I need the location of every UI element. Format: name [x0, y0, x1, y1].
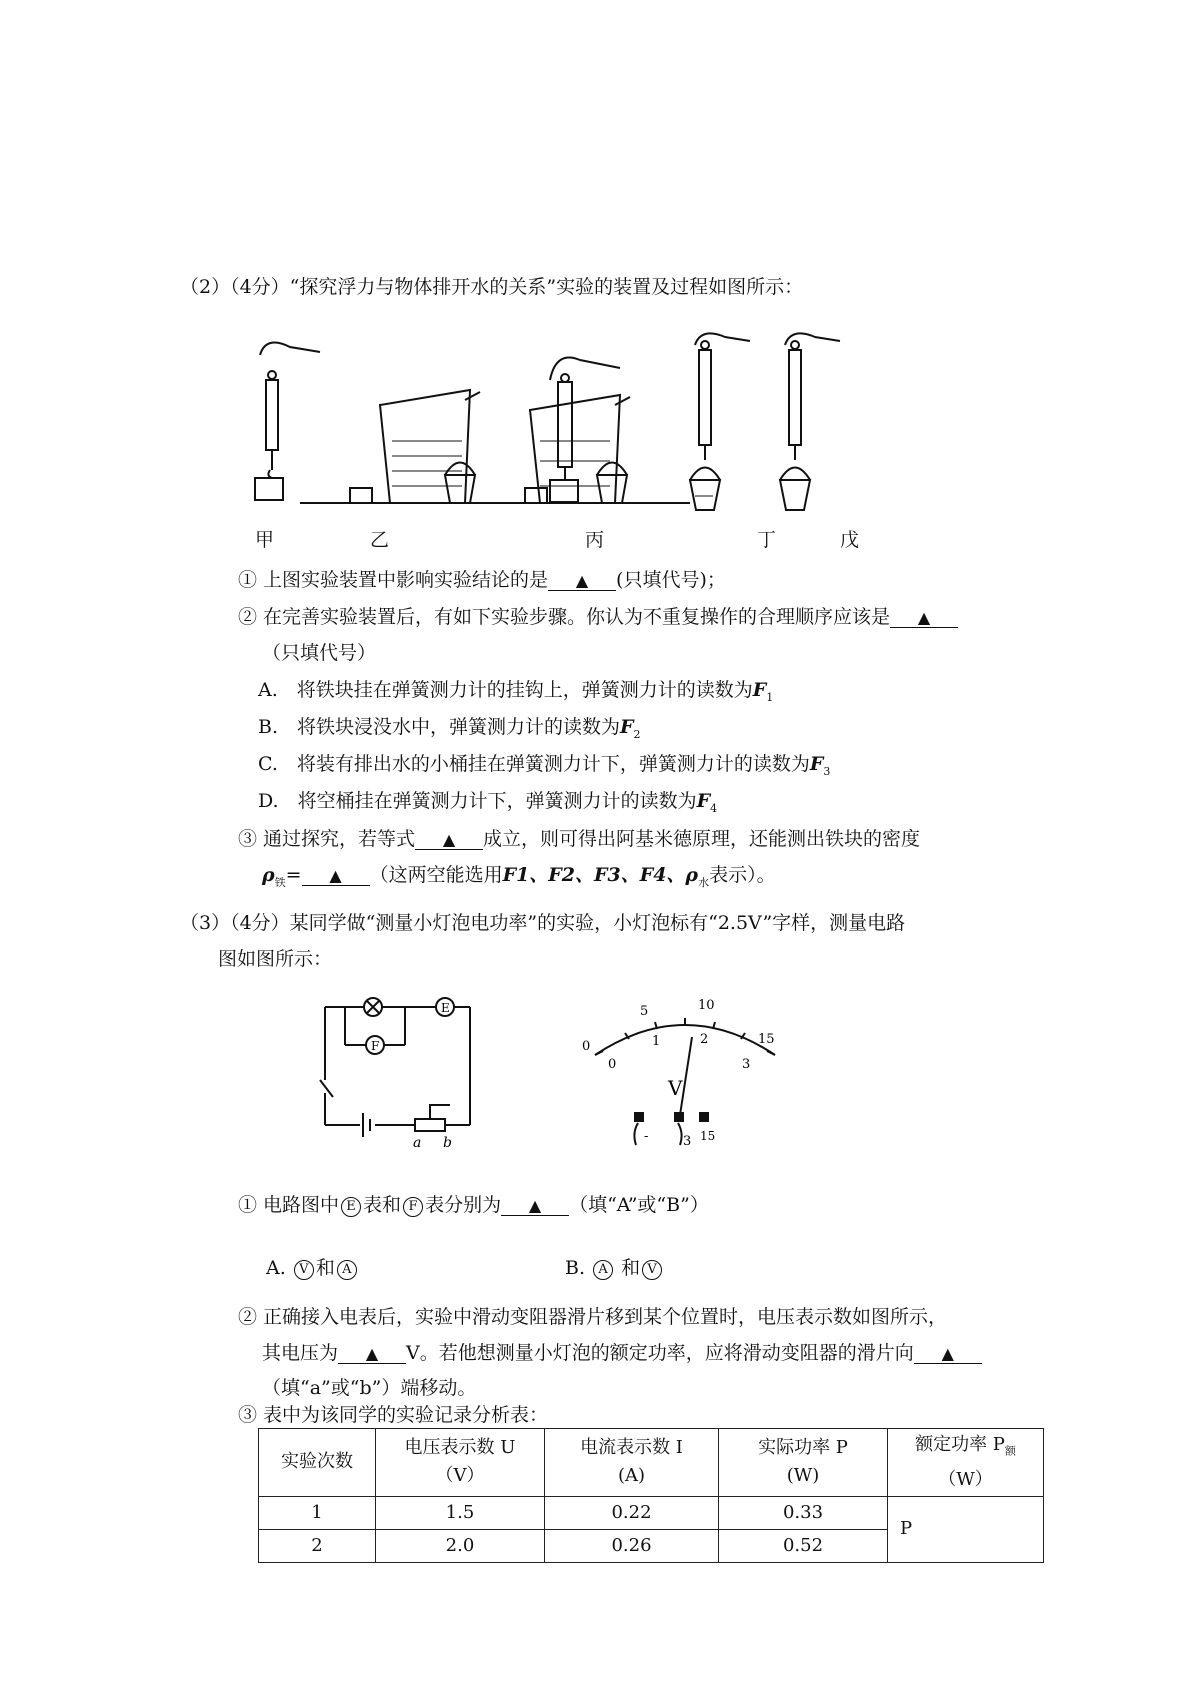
circuit-diagram	[315, 995, 495, 1150]
fig-label-jia: 甲	[255, 529, 275, 551]
fig-label-ding: 丁	[757, 529, 777, 551]
step-c: C. 将装有排出水的小桶挂在弹簧测力计下，弹簧测力计的读数为$F_3$	[258, 753, 831, 778]
outer-tick-5: 5	[640, 1004, 649, 1019]
spring-scale-wu	[780, 333, 840, 510]
q3-item2-line2: 其电压为 ▲ V。若他想测量小灯泡的额定功率，应将滑动变阻器的滑片向 ▲	[262, 1338, 982, 1365]
outer-tick-10: 10	[698, 998, 715, 1013]
buoyancy-apparatus-figure	[240, 300, 920, 550]
fig-label-wu: 戊	[840, 529, 860, 551]
terminal-minus: -	[644, 1129, 649, 1144]
q2-item2: ② 在完善实验装置后，有如下实验步骤。你认为不重复操作的合理顺序应该是 ▲	[238, 602, 958, 629]
header-trial: 实验次数	[259, 1429, 376, 1497]
q3-item2-line3: （填“a”或“b”）端移动。	[262, 1377, 477, 1399]
rated-power-cell: P	[888, 1496, 1044, 1562]
q3-title-line1: （3）（4分）某同学做“测量小灯泡电功率”的实验，小灯泡标有“2.5V”字样，测量电路	[180, 912, 906, 934]
answer-blank[interactable]: ▲	[501, 1196, 569, 1216]
inner-tick-0: 0	[608, 1057, 617, 1072]
step-d: D. 将空桶挂在弹簧测力计下，弹簧测力计的读数为$F_4$	[258, 790, 718, 815]
rheostat-end-a: a	[413, 1135, 422, 1150]
voltmeter-symbol: V	[668, 1076, 683, 1100]
header-current: 电流表示数 I (A)	[545, 1429, 719, 1497]
inner-tick-2: 2	[700, 1032, 709, 1047]
q2-item3-line2: $\rho_铁=$ ▲ （这两空能选用F1、F2、F3、F4、$\rho_水$表示）。	[262, 864, 776, 889]
answer-blank[interactable]: ▲	[548, 571, 616, 591]
answer-blank[interactable]: ▲	[914, 1344, 982, 1364]
answer-blank[interactable]: ▲	[338, 1344, 406, 1364]
q2-title: （2）（4分）“探究浮力与物体排开水的关系”实验的装置及过程如图所示：	[180, 276, 804, 298]
fig-label-bing: 丙	[585, 529, 605, 551]
rheostat-end-b: b	[443, 1135, 452, 1150]
q3-item2-line1: ② 正确接入电表后，实验中滑动变阻器滑片移到某个位置时，电压表示数如图所示，	[238, 1306, 948, 1328]
answer-blank[interactable]: ▲	[415, 830, 483, 850]
answer-blank[interactable]: ▲	[890, 608, 958, 628]
q3-title-line2: 图如图所示：	[218, 948, 333, 970]
option-a: A. V 和 A	[266, 1253, 359, 1280]
table-row: 2 2.0 0.26 0.52	[259, 1529, 1044, 1562]
step-b: B. 将铁块浸没水中，弹簧测力计的读数为$F_2$	[258, 716, 641, 741]
header-rated-power: 额定功率 $P_额(W)$	[888, 1429, 1044, 1497]
voltmeter-dial	[580, 995, 790, 1165]
immersion-bing	[490, 358, 690, 504]
terminal-15: 15	[700, 1129, 716, 1143]
step-a: A. 将铁块挂在弹簧测力计的挂钩上，弹簧测力计的读数为$F_1$	[258, 679, 774, 704]
outer-tick-0: 0	[582, 1039, 591, 1054]
fig-label-yi: 乙	[370, 529, 390, 551]
answer-blank[interactable]: ▲	[302, 866, 370, 886]
table-header-row	[259, 1429, 1044, 1497]
table-row: 1 1.5 0.22 0.33 P	[259, 1496, 1044, 1529]
q3-item3: ③ 表中为该同学的实验记录分析表：	[238, 1404, 549, 1426]
meter-e-label: E	[441, 1001, 450, 1015]
meter-e-symbol: E	[341, 1197, 361, 1217]
q2-item2-line2: （只填代号）	[262, 642, 377, 664]
header-voltage: 电压表示数 U （V）	[376, 1429, 545, 1497]
header-actual-power: 实际功率 P (W)	[719, 1429, 888, 1497]
inner-tick-3: 3	[742, 1057, 751, 1072]
record-table	[258, 1428, 1044, 1563]
inner-tick-1: 1	[652, 1034, 661, 1049]
terminal-3: 3	[683, 1134, 692, 1149]
spring-scale-jia	[255, 343, 320, 501]
option-b: B. A 和 V	[565, 1253, 664, 1280]
meter-f-symbol: F	[403, 1197, 423, 1217]
q2-item1: ① 上图实验装置中影响实验结论的是 ▲ (只填代号)；	[238, 569, 726, 591]
q2-item3: ③ 通过探究，若等式 ▲ 成立，则可得出阿基米德原理，还能测出铁块的密度	[238, 828, 921, 850]
outer-tick-15: 15	[758, 1032, 775, 1047]
spring-scale-ding	[690, 333, 750, 510]
meter-f-label: F	[371, 1039, 380, 1053]
q3-item1: ① 电路图中 E 表和 F 表分别为 ▲ （填“A”或“B”）	[238, 1194, 709, 1216]
